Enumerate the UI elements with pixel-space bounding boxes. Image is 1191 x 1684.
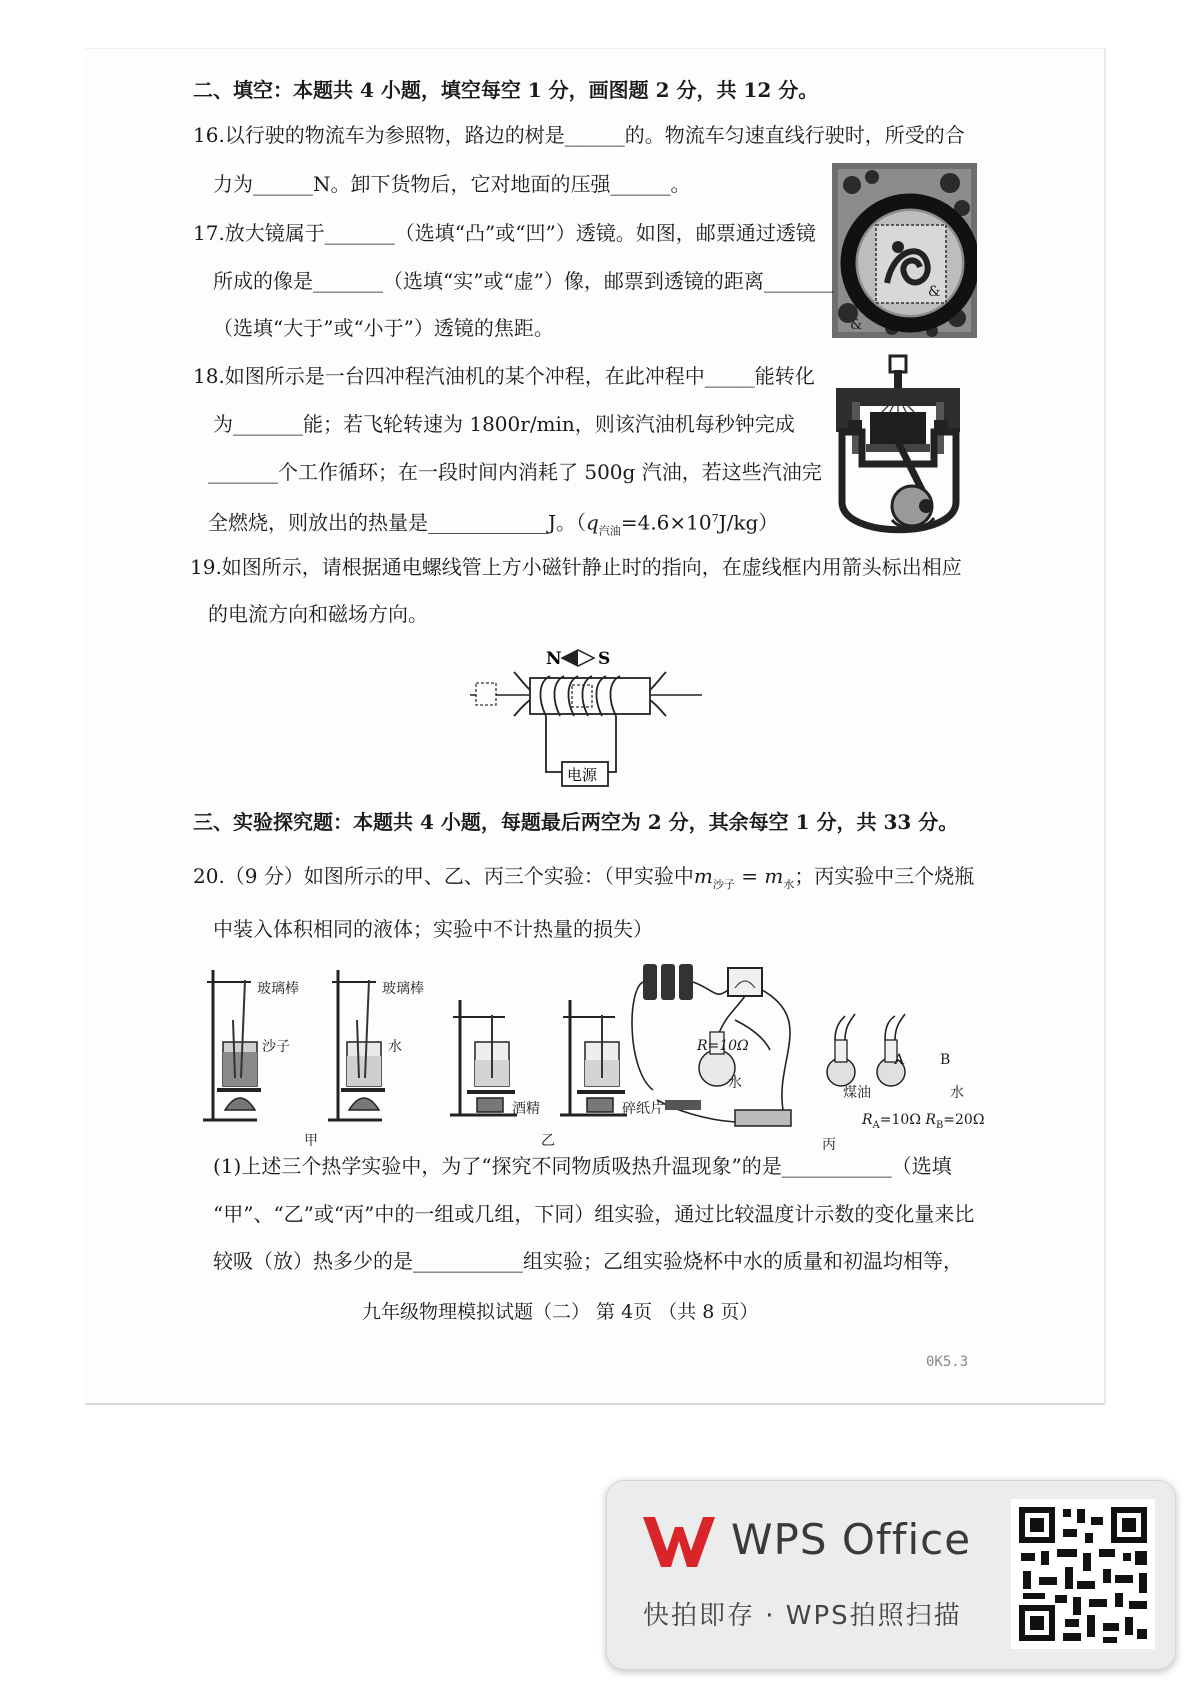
label-paper-scraps: 碎纸片 xyxy=(622,1101,664,1117)
wps-watermark-card xyxy=(606,1480,1176,1670)
label-group-jia: 甲 xyxy=(304,1133,318,1149)
compass-north-label: N xyxy=(546,649,562,669)
q20-line1-a: 20.（9 分）如图所示的甲、乙、丙三个实验：（甲实验中 xyxy=(193,864,694,888)
solenoid-figure xyxy=(470,640,710,800)
m-sand-subscript: 沙子 xyxy=(712,878,735,891)
rb-symbol: R xyxy=(925,1112,936,1128)
q18-line4-b: =4.6×10 xyxy=(620,510,712,535)
q18-line4 xyxy=(208,505,778,546)
label-group-bing: 丙 xyxy=(822,1137,836,1153)
wps-brand: WPS Office xyxy=(731,1515,972,1564)
engine-stroke-figure xyxy=(832,354,967,544)
ra-symbol: R xyxy=(862,1112,873,1128)
left-dashed-box xyxy=(476,683,496,705)
qr-code xyxy=(1011,1499,1155,1649)
label-glass-rod-1: 玻璃棒 xyxy=(257,981,299,997)
q20-part1-line1: (1)上述三个热学实验中，为了“探究不同物质吸热升温现象”的是___________（选填 xyxy=(213,1154,952,1178)
q16-line2: 力为______N。卸下货物后，它对地面的压强______。 xyxy=(213,172,691,196)
svg-text:&: & xyxy=(928,284,941,300)
paper-edge-right xyxy=(1104,48,1106,1403)
label-flask-b: B xyxy=(940,1052,951,1068)
q18-q-symbol: q xyxy=(586,510,599,535)
ra-value: =10Ω xyxy=(879,1112,921,1128)
section3-heading: 三、实验探究题：本题共 4 小题，每题最后两空为 2 分，其余每空 1 分，共 33 分。 xyxy=(193,810,959,834)
label-resistor: R=10Ω xyxy=(697,1038,749,1054)
q20-line2: 中装入体积相同的液体；实验中不计热量的损失） xyxy=(213,917,653,941)
wps-slogan: 快拍即存 · WPS拍照扫描 xyxy=(643,1601,962,1631)
m-sand-symbol: m xyxy=(693,864,713,888)
q19-line1: 19.如图所示，请根据通电螺线管上方小磁针静止时的指向，在虚线框内用箭头标出相应 xyxy=(190,555,962,579)
scribble-note: 0K5.3 xyxy=(926,1354,969,1370)
q16-line1: 16.以行驶的物流车为参照物，路边的树是______的。物流车匀速直线行驶时，所受的合 xyxy=(193,123,965,147)
ammeter xyxy=(728,968,762,996)
power-source-label: 电源 xyxy=(567,766,598,784)
svg-text:&: & xyxy=(850,317,863,333)
label-water: 水 xyxy=(388,1039,402,1055)
switch xyxy=(665,1100,701,1110)
paper-edge-top xyxy=(85,48,1105,49)
q20-part1-line2: “甲”、“乙”或“丙”中的一组或几组，下同）组实验，通过比较温度计示数的变化量来比 xyxy=(213,1202,975,1226)
ra-subscript: A xyxy=(872,1119,880,1131)
q18-exponent: 7 xyxy=(711,512,719,525)
rheostat xyxy=(735,1110,791,1126)
q18-line4-a: 全燃烧，则放出的热量是____________J。（ xyxy=(208,510,587,535)
label-flask-b-water: 水 xyxy=(950,1085,964,1101)
rb-subscript: B xyxy=(935,1119,944,1131)
q18-q-subscript: 汽油 xyxy=(598,524,621,538)
q17-line1: 17.放大镜属于_______（选填“凸”或“凹”）透镜。如图，邮票通过透镜 xyxy=(193,221,816,245)
rb-value: =20Ω xyxy=(943,1112,985,1128)
q17-line2: 所成的像是_______（选填“实”或“虚”）像，邮票到透镜的距离_______ xyxy=(213,269,834,293)
q20-eq: = xyxy=(734,864,765,888)
label-flask-a: A xyxy=(894,1052,905,1068)
qr-code-icon xyxy=(1011,1499,1155,1649)
stamp-magnifier-figure xyxy=(832,163,977,338)
solenoid-core xyxy=(530,678,650,714)
label-sand: 沙子 xyxy=(262,1039,290,1055)
q18-line2: 为_______能；若飞轮转速为 1800r/min，则该汽油机每秒钟完成 xyxy=(213,412,795,436)
label-glass-rod-2: 玻璃棒 xyxy=(382,981,424,997)
label-group-yi: 乙 xyxy=(541,1133,555,1149)
label-flask-water: 水 xyxy=(728,1075,742,1091)
m-water-symbol: m xyxy=(764,864,784,888)
q18-line3: _______个工作循环；在一段时间内消耗了 500g 汽油，若这些汽油完 xyxy=(208,460,822,484)
q18-line1: 18.如图所示是一台四冲程汽油机的某个冲程，在此冲程中_____能转化 xyxy=(193,364,815,388)
paper-edge-bottom xyxy=(85,1403,1105,1405)
section2-heading: 二、填空：本题共 4 小题，填空每空 1 分，画图题 2 分，共 12 分。 xyxy=(193,78,819,102)
q20-line1 xyxy=(193,862,974,899)
q18-line4-c: J/kg） xyxy=(718,510,779,535)
label-kerosene: 煤油 xyxy=(843,1085,871,1101)
compass-south-label: S xyxy=(598,649,611,669)
q20-line1-b: ；丙实验中三个烧瓶 xyxy=(794,864,975,888)
q20-part1-line3: 较吸（放）热多少的是___________组实验；乙组实验烧杯中水的质量和初温均相等， xyxy=(213,1249,963,1273)
m-water-subscript: 水 xyxy=(783,878,795,891)
wps-logo-icon xyxy=(641,1511,717,1571)
q17-line3: （选填“大于”或“小于”）透镜的焦距。 xyxy=(213,316,554,340)
label-resistances xyxy=(862,1112,984,1131)
page-footer: 九年级物理模拟试题（二） 第 4页 （共 8 页） xyxy=(362,1301,759,1323)
q19-line2: 的电流方向和磁场方向。 xyxy=(208,602,428,626)
label-alcohol: 酒精 xyxy=(512,1101,540,1117)
